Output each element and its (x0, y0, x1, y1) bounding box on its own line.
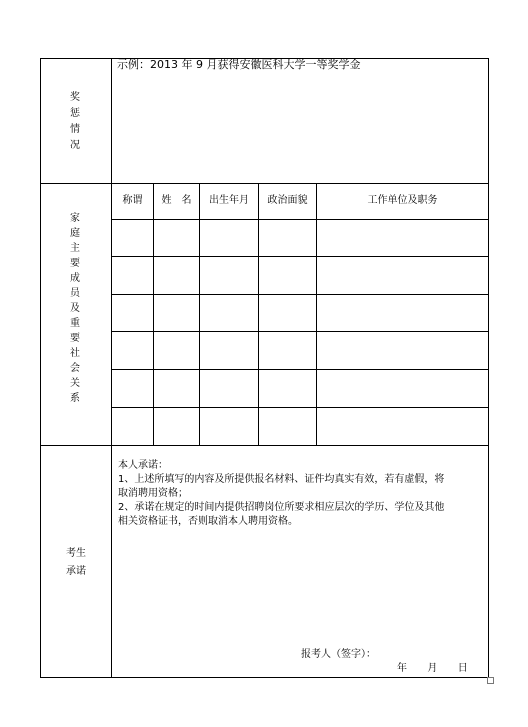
table-border-right (488, 58, 489, 678)
family-grid-line (111, 331, 489, 332)
family-label-char: 庭 (70, 228, 80, 239)
family-label-char: 主 (70, 243, 80, 254)
family-label-char: 要 (70, 258, 80, 269)
family-label-char: 家 (70, 213, 80, 224)
date-day-label: 日 (457, 663, 468, 674)
table-border-left (40, 58, 41, 678)
awards-example-text[interactable]: 示例：2013 年 9 月获得安徽医科大学一等奖学金 (117, 58, 361, 71)
family-grid-column (258, 183, 259, 445)
date-year-label: 年 (397, 663, 407, 674)
family-label-char: 关 (70, 378, 80, 389)
family-label-char: 成 (70, 273, 80, 284)
family-header-relation: 称谓 (122, 195, 143, 206)
family-label-char: 社 (70, 348, 80, 359)
pledge-item-1-line-1: 1、上述所填写的内容及所提供报名材料、证件均真实有效，若有虚假，将 (118, 474, 445, 485)
awards-label-char: 奖 (70, 92, 80, 103)
section-divider-awards (40, 183, 489, 184)
family-grid-line (111, 407, 489, 408)
pledge-label (58, 545, 94, 581)
pledge-label-line: 承诺 (66, 566, 86, 577)
family-label-char: 及 (70, 303, 80, 314)
family-grid-column (153, 183, 154, 445)
family-grid-column (199, 183, 200, 445)
family-label (68, 211, 82, 406)
table-border-bottom (40, 677, 489, 678)
pledge-item-1-line-2: 取消聘用资格； (118, 488, 188, 499)
family-grid-column (316, 183, 317, 445)
family-grid-line (111, 219, 489, 220)
family-header-name: 姓 名 (161, 195, 192, 206)
awards-label-char: 惩 (70, 108, 80, 119)
family-label-char: 会 (70, 363, 80, 374)
pledge-item-2-line-1: 2、承诺在规定的时间内提供招聘岗位所要求相应层次的学历、学位及其他 (118, 502, 445, 513)
family-grid-line (111, 256, 489, 257)
family-label-char: 重 (70, 318, 80, 329)
family-label-char: 系 (70, 393, 80, 404)
label-column-divider (111, 58, 112, 678)
family-label-char: 员 (70, 288, 80, 299)
pledge-title: 本人承诺： (118, 460, 168, 471)
pledge-label-line: 考生 (66, 548, 86, 559)
family-header-work: 工作单位及职务 (367, 195, 438, 206)
table-resize-handle[interactable] (487, 677, 494, 684)
signature-label: 报考人（签字）： (301, 649, 376, 660)
section-divider-family (40, 445, 489, 446)
pledge-item-2-line-2: 相关资格证书，否则取消本人聘用资格。 (118, 516, 298, 527)
family-header-political: 政治面貌 (267, 195, 308, 206)
family-grid-line (111, 294, 489, 295)
family-label-char: 要 (70, 333, 80, 344)
signature-date (397, 662, 468, 676)
family-grid-line (111, 369, 489, 370)
date-month-label: 月 (427, 663, 438, 674)
awards-label-char: 情 (70, 124, 80, 135)
family-header-birth: 出生年月 (209, 195, 249, 206)
awards-label (68, 90, 82, 154)
awards-label-char: 况 (70, 140, 80, 151)
